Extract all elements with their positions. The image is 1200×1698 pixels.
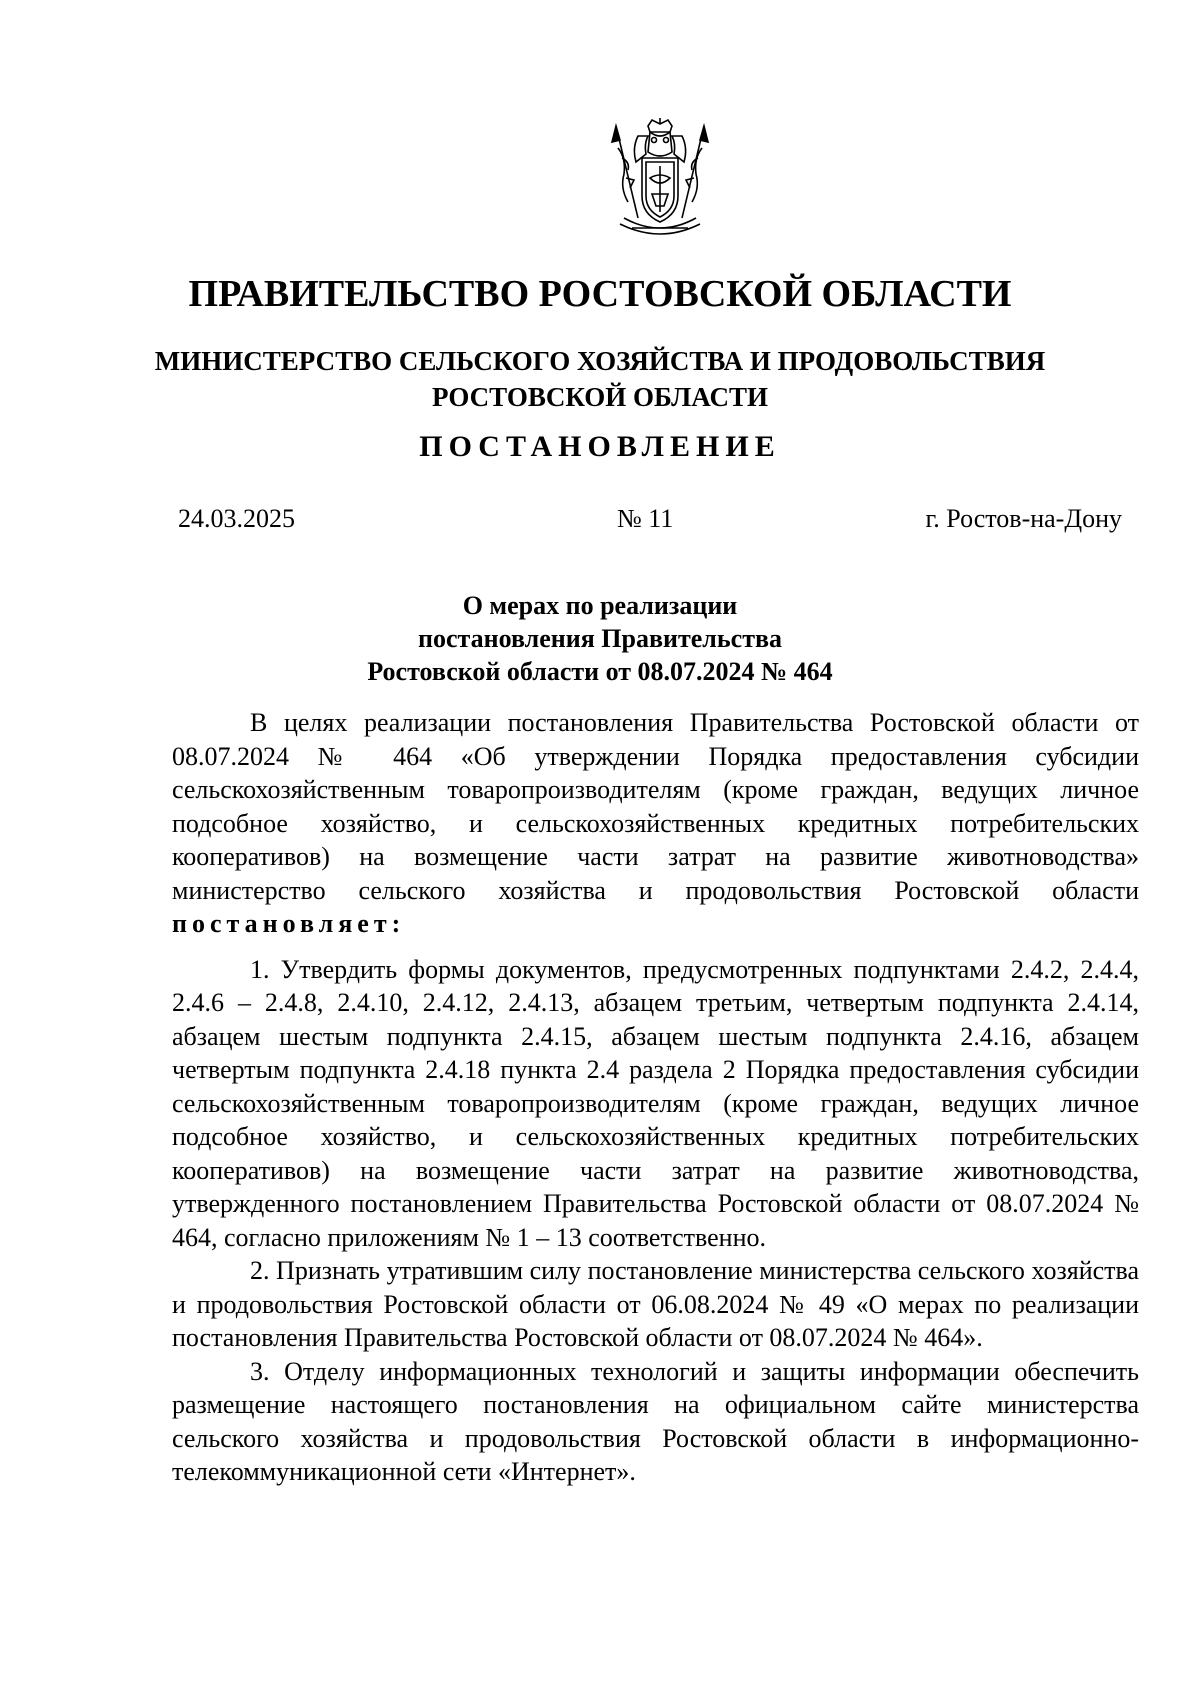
item-1-paragraph: 1. Утвердить формы документов, предусмотренных подпунктами 2.4.2, 2.4.4, 2.4.6 – 2.4.8, 2.4.10, 2.4.12, 2.4.13, абзацем третьим, четвертым подпункта 2.4.14, абзацем шестым подпункта 2.4.15, абзацем шестым подпункта 2.4.16, абзацем четвертым подпункта 2.4.18 пункта 2.4 раздела 2 Порядка предоставления субсидии сельскохозяйственным товаропроизводителям (кроме граждан, ведущих личное подсобное хозяйство, и сельскохозяйственных кредитных потребительских кооперативов) на возмещение части затрат на развитие животноводства, утвержденного постановлением Правительства Ростовской области от 08.07.2024 № 464, согласно приложениям № 1 – 13 соответственно. [172,954,1139,1252]
document-body [172,706,1139,1489]
ministry-line-2: РОСТОВСКОЙ ОБЛАСТИ [432,382,768,412]
subject-line-1: О мерах по реализации [462,591,738,620]
item-3-paragraph: 3. Отделу информационных технологий и защиты информации обеспечить размещение настоящего постановления на официальном сайте министерства сельского хозяйства и продовольствия Ростовской области в информационно-телекоммуникационной сети «Интернет». [172,1356,1139,1486]
government-title: ПРАВИТЕЛЬСТВО РОСТОВСКОЙ ОБЛАСТИ [188,273,1012,315]
subject-line-2: постановления Правительства [418,624,782,653]
ministry-name [0,343,1200,415]
coat-of-arms-icon [602,118,718,242]
document-subject [0,589,1200,688]
decree-word: постановляет: [172,909,406,938]
document-date: 24.03.2025 [178,504,295,533]
subject-line-3: Ростовской области от 08.07.2024 № 464 [367,657,833,686]
document-number: № 11 [617,504,674,533]
preamble-paragraph [172,706,1139,941]
preamble-text: В целях реализации постановления Правительства Ростовской области от 08.07.2024 № 464 «Об утверждении Порядка предоставления субсидии сельскохозяйственным товаропроизводителям (кроме граждан, ведущих личное подсобное хозяйство, и сельскохозяйственных кредитных потребительских кооперативов) на возмещение части затрат на развитие животноводства» министерство сельского хозяйства и продовольствия Ростовской области [172,708,1139,905]
document-type: ПОСТАНОВЛЕНИЕ [419,430,781,463]
ministry-line-1: МИНИСТЕРСТВО СЕЛЬСКОГО ХОЗЯЙСТВА И ПРОДОВОЛЬСТВИЯ [154,346,1046,376]
document-city: г. Ростов-на-Дону [925,504,1122,533]
item-2-paragraph: 2. Признать утратившим силу постановление министерства сельского хозяйства и продовольствия Ростовской области от 06.08.2024 № 49 «О мерах по реализации постановления Правительства Ростовской области от 08.07.2024 № 464». [172,1256,1139,1352]
